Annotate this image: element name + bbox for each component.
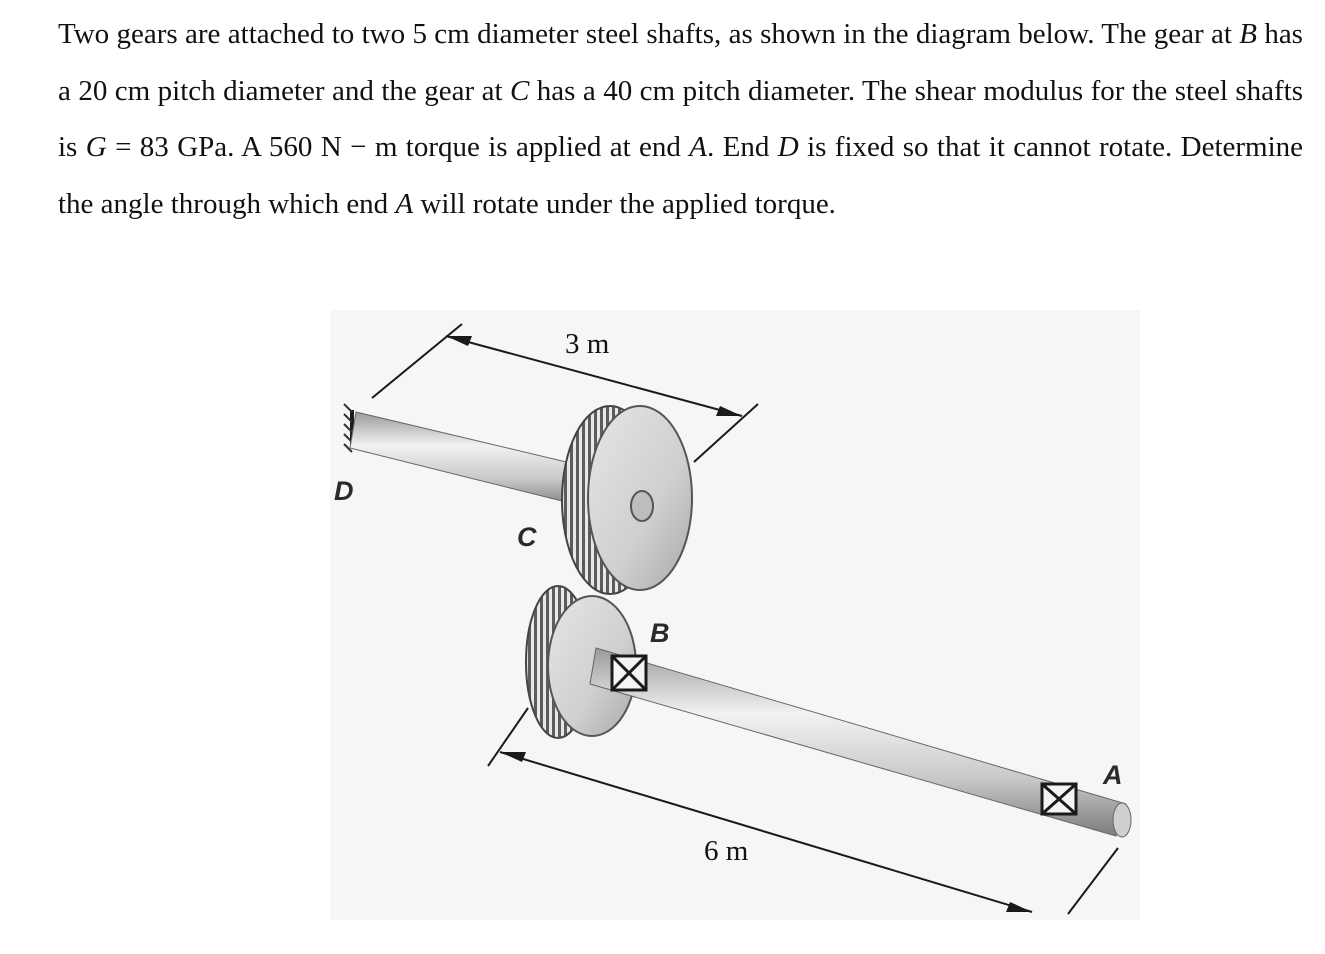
problem-text-6: is fixed so that it cannot rotate. Determine the angle through which end bbox=[58, 131, 1304, 221]
var-g: G bbox=[85, 131, 107, 164]
label-d: D bbox=[334, 476, 354, 506]
var-c: C bbox=[509, 74, 530, 107]
label-c: C bbox=[517, 522, 537, 552]
problem-text-2: has a 20 cm pitch diameter and the gear at bbox=[58, 18, 1303, 107]
var-a: A bbox=[689, 131, 707, 164]
problem-text-3: has a 40 cm pitch diameter. The shear modulus for the steel shafts is bbox=[58, 74, 1304, 164]
var-a-second: A bbox=[395, 188, 414, 221]
dim-label-6m: 6 m bbox=[704, 835, 749, 867]
problem-text-5: . End bbox=[707, 131, 778, 164]
problem-text-1: Two gears are attached to two 5 cm diameter steel shafts, as shown in the diagram below. The gear at bbox=[58, 18, 1240, 50]
bearing-a bbox=[1042, 784, 1076, 814]
var-b: B bbox=[1239, 18, 1257, 50]
problem-text-7: will rotate under the applied torque. bbox=[413, 188, 836, 221]
var-d: D bbox=[777, 131, 799, 164]
scan-background bbox=[330, 310, 1140, 920]
dim-label-3m: 3 m bbox=[565, 328, 610, 360]
label-b: B bbox=[650, 618, 670, 648]
label-a: A bbox=[1103, 760, 1123, 790]
bearing-b bbox=[612, 656, 646, 690]
gear-c bbox=[562, 406, 692, 594]
problem-text-4: = 83 GPa. A 560 N − m torque is applied at end bbox=[106, 131, 690, 164]
